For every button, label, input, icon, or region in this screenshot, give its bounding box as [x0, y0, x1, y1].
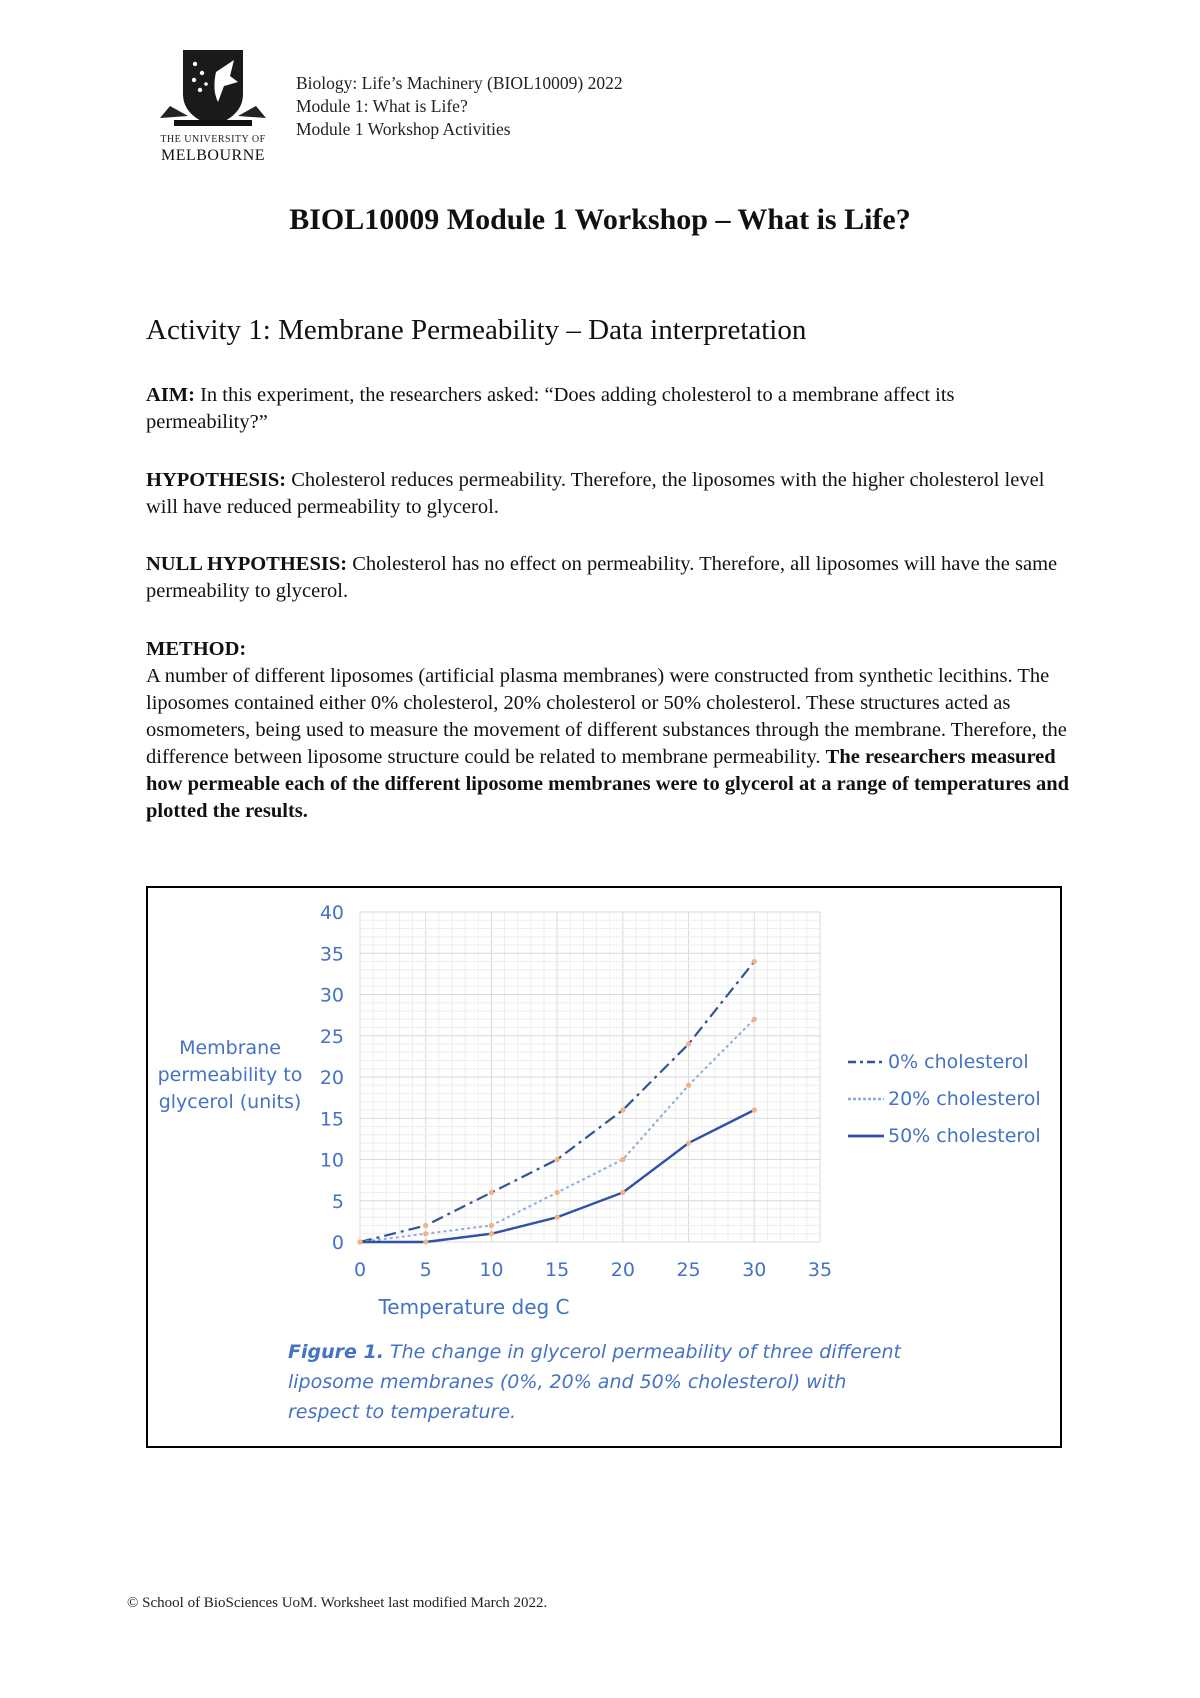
page-title: BIOL10009 Module 1 Workshop – What is Life? [289, 203, 911, 236]
x-tick-label: 25 [676, 1259, 701, 1281]
logo-text-line2: MELBOURNE [160, 147, 266, 164]
y-tick-label: 40 [319, 902, 344, 924]
method-text: A number of different liposomes (artificial plasma membranes) were constructed from synthetic lecithins. The liposomes contained either 0% cholesterol, 20% cholesterol or 50% cholesterol. These structures acted as osmometers, being used to measure the movement of different substances through the membrane. Therefore, the difference between liposome structure could be related to membrane permeability. [146, 665, 1067, 768]
y-tick-label: 30 [319, 984, 344, 1007]
legend-label: 20% cholesterol [888, 1088, 1041, 1110]
logo-text-line1: THE UNIVERSITY OF [160, 134, 266, 145]
x-tick-labels [354, 1259, 832, 1281]
hypothesis-paragraph [146, 467, 1076, 521]
y-axis-label-line3: glycerol (units) [158, 1091, 302, 1113]
caption-label: Figure 1. [288, 1341, 384, 1363]
document-header [296, 72, 623, 141]
method-paragraph [146, 636, 1076, 825]
null-hypothesis-label: NULL HYPOTHESIS: [146, 553, 348, 575]
y-tick-labels [320, 902, 344, 1254]
y-tick-label: 5 [331, 1190, 344, 1213]
y-tick-label: 35 [319, 943, 344, 966]
data-point [423, 1231, 428, 1236]
workshop-activities: Module 1 Workshop Activities [296, 119, 511, 139]
legend-label: 0% cholesterol [888, 1051, 1029, 1073]
caption-line3: respect to temperature. [288, 1401, 517, 1423]
data-point [620, 1107, 625, 1112]
data-point [752, 1107, 757, 1112]
method-label: METHOD: [146, 638, 247, 660]
y-axis-label-line2: permeability to [157, 1064, 303, 1086]
aim-label: AIM: [146, 384, 195, 406]
chart-grid [360, 912, 820, 1242]
university-logo [150, 46, 276, 164]
x-tick-label: 30 [742, 1259, 767, 1281]
hypothesis-label: HYPOTHESIS: [146, 469, 287, 491]
aim-paragraph [146, 382, 1076, 436]
x-axis-label: Temperature deg C [378, 1295, 570, 1319]
data-point [620, 1190, 625, 1195]
aim-text: In this experiment, the researchers asked: “Does adding cholesterol to a membrane affect its permeability?” [146, 384, 955, 433]
caption-line2: liposome membranes (0%, 20% and 50% cholesterol) with [288, 1371, 847, 1393]
legend-label: 50% cholesterol [888, 1125, 1041, 1147]
x-tick-label: 35 [807, 1259, 833, 1281]
y-tick-label: 15 [319, 1108, 344, 1131]
method-bold-text: The researchers measured how permeable each of the different liposome membranes were to glycerol at a range of temperatures and plotted the results. [146, 746, 1070, 822]
data-point [752, 959, 757, 964]
line-chart [148, 888, 1060, 1446]
footer-copyright: © School of BioSciences UoM. Worksheet last modified March 2022. [127, 1595, 548, 1611]
null-hypothesis-paragraph [146, 551, 1076, 605]
data-point [555, 1157, 560, 1162]
data-point [620, 1157, 625, 1162]
data-point [489, 1190, 494, 1195]
activity-title: Activity 1: Membrane Permeability – Data interpretation [146, 314, 807, 346]
data-point [686, 1083, 691, 1088]
data-point [357, 1239, 362, 1244]
x-tick-label: 15 [545, 1259, 570, 1281]
module-name: Module 1: What is Life? [296, 96, 468, 116]
data-point [752, 1017, 757, 1022]
caption-line1-rest: The change in glycerol permeability of three different [383, 1341, 901, 1363]
y-tick-label: 25 [319, 1025, 344, 1048]
y-tick-label: 0 [331, 1232, 344, 1254]
y-axis-label-line1: Membrane [179, 1037, 281, 1059]
data-point [686, 1041, 691, 1046]
course-name: Biology: Life’s Machinery (BIOL10009) 2022 [296, 73, 623, 93]
x-tick-label: 20 [610, 1259, 635, 1281]
x-tick-label: 0 [353, 1259, 367, 1281]
data-point [489, 1223, 494, 1228]
x-tick-label: 5 [419, 1259, 432, 1281]
y-tick-label: 20 [319, 1067, 344, 1089]
figure-box [146, 886, 1062, 1448]
data-point [423, 1239, 428, 1244]
data-point [555, 1190, 560, 1195]
data-point [423, 1223, 428, 1228]
y-tick-label: 10 [319, 1149, 344, 1172]
x-tick-label: 10 [479, 1259, 504, 1281]
figure-caption [288, 1341, 903, 1423]
data-point [686, 1140, 691, 1145]
data-point [555, 1215, 560, 1220]
chart-legend [848, 1051, 1041, 1147]
y-axis-label [158, 1037, 303, 1113]
null-hypothesis-text: Cholesterol has no effect on permeability. Therefore, all liposomes will have the same permeability to glycerol. [146, 553, 1058, 602]
hypothesis-text: Cholesterol reduces permeability. Therefore, the liposomes with the higher cholesterol level will have reduced permeability to glycerol. [146, 469, 1045, 518]
data-point [489, 1231, 494, 1236]
caption-line1 [288, 1341, 903, 1363]
